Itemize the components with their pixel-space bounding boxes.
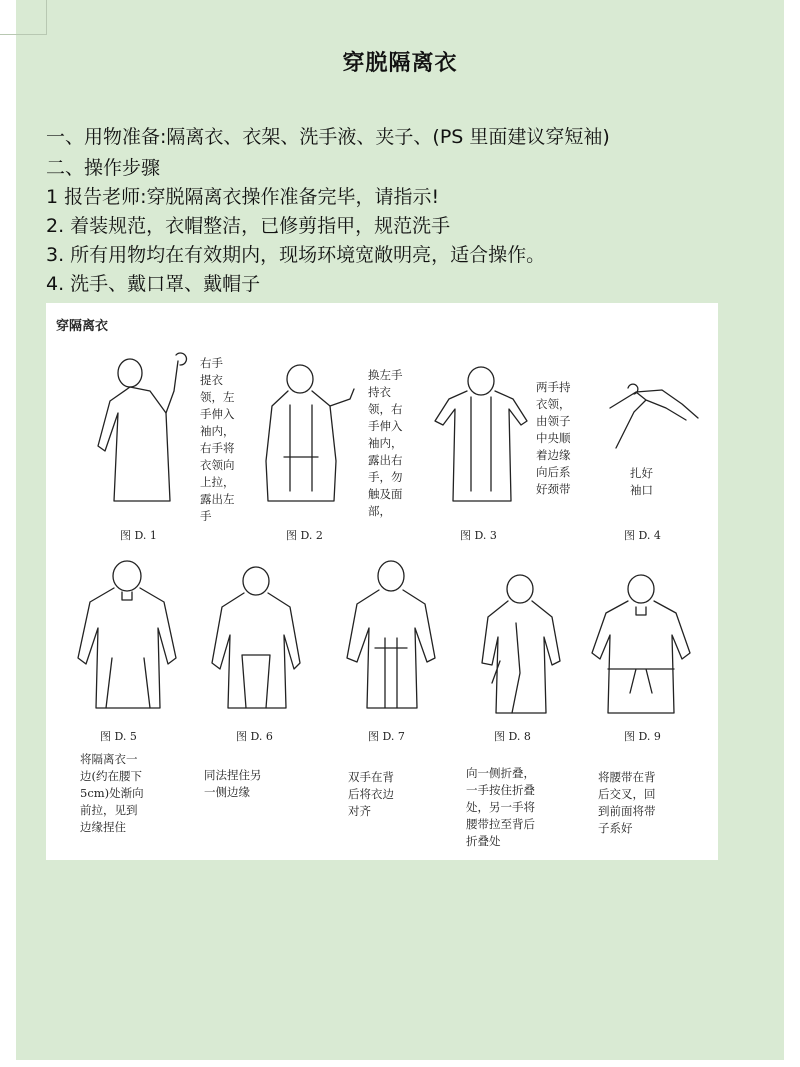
illustration-d3 xyxy=(431,361,531,511)
illustration-d2 xyxy=(260,361,360,511)
caption-d1: 图 D. 1 xyxy=(120,529,157,542)
step-text-d1: 右手 提衣 领，左 手伸入 袖内， 右手将 衣领向 上拉， 露出左 手 xyxy=(200,356,235,523)
line-step-2: 2. 着装规范，衣帽整洁，已修剪指甲，规范洗手 xyxy=(46,215,451,237)
gown-procedure-figure xyxy=(46,303,718,860)
step-text-d8: 向一侧折叠， 一手按住折叠 处，另一手将 腰带拉至背后 折叠处 xyxy=(466,766,535,848)
step-text-d9: 将腰带在背 后交叉，回 到前面将带 子系好 xyxy=(598,770,656,835)
illustration-d5 xyxy=(72,558,182,718)
illustration-d8 xyxy=(472,573,572,723)
caption-d8: 图 D. 8 xyxy=(494,730,531,743)
caption-d7: 图 D. 7 xyxy=(368,730,405,743)
caption-d2: 图 D. 2 xyxy=(286,529,323,542)
line-step-3: 3. 所有用物均在有效期内，现场环境宽敞明亮，适合操作。 xyxy=(46,244,546,266)
caption-d3: 图 D. 3 xyxy=(460,529,497,542)
figure-heading: 穿隔离衣 xyxy=(56,319,109,334)
caption-d5: 图 D. 5 xyxy=(100,730,137,743)
caption-d9: 图 D. 9 xyxy=(624,730,661,743)
illustration-d4 xyxy=(606,378,706,458)
line-step-1: 1 报告老师:穿脱隔离衣操作准备完毕，请指示! xyxy=(46,186,440,208)
step-text-neckties: 两手持 衣领， 由领子 中央顺 着边缘 向后系 好颈带 xyxy=(536,380,571,496)
line-supplies: 一、用物准备:隔离衣、衣架、洗手液、夹子、(PS 里面建议穿短袖) xyxy=(46,126,610,148)
step-text-d5: 将隔离衣一 边(约在腰下 5cm)处渐向 前拉，见到 边缘捏住 xyxy=(80,752,144,834)
illustration-d9 xyxy=(586,573,696,723)
caption-d6: 图 D. 6 xyxy=(236,730,273,743)
line-steps-heading: 二、操作步骤 xyxy=(46,157,161,179)
page-corner-marker xyxy=(0,0,47,35)
line-step-4: 4. 洗手、戴口罩、戴帽子 xyxy=(46,273,261,295)
step-text-d6: 同法捏住另 一侧边缘 xyxy=(204,768,262,799)
illustration-d6 xyxy=(206,563,306,718)
illustration-d1 xyxy=(90,351,190,511)
step-text-d3: 换左手 持衣 领，右 手伸入 袖内， 露出右 手，勿 触及面 部， xyxy=(368,368,403,518)
illustration-d7 xyxy=(341,558,441,718)
step-text-d7: 双手在背 后将衣边 对齐 xyxy=(348,770,394,818)
caption-d4: 图 D. 4 xyxy=(624,529,661,542)
step-text-d4: 扎好 袖口 xyxy=(630,466,653,497)
page-title: 穿脱隔离衣 xyxy=(342,50,458,76)
